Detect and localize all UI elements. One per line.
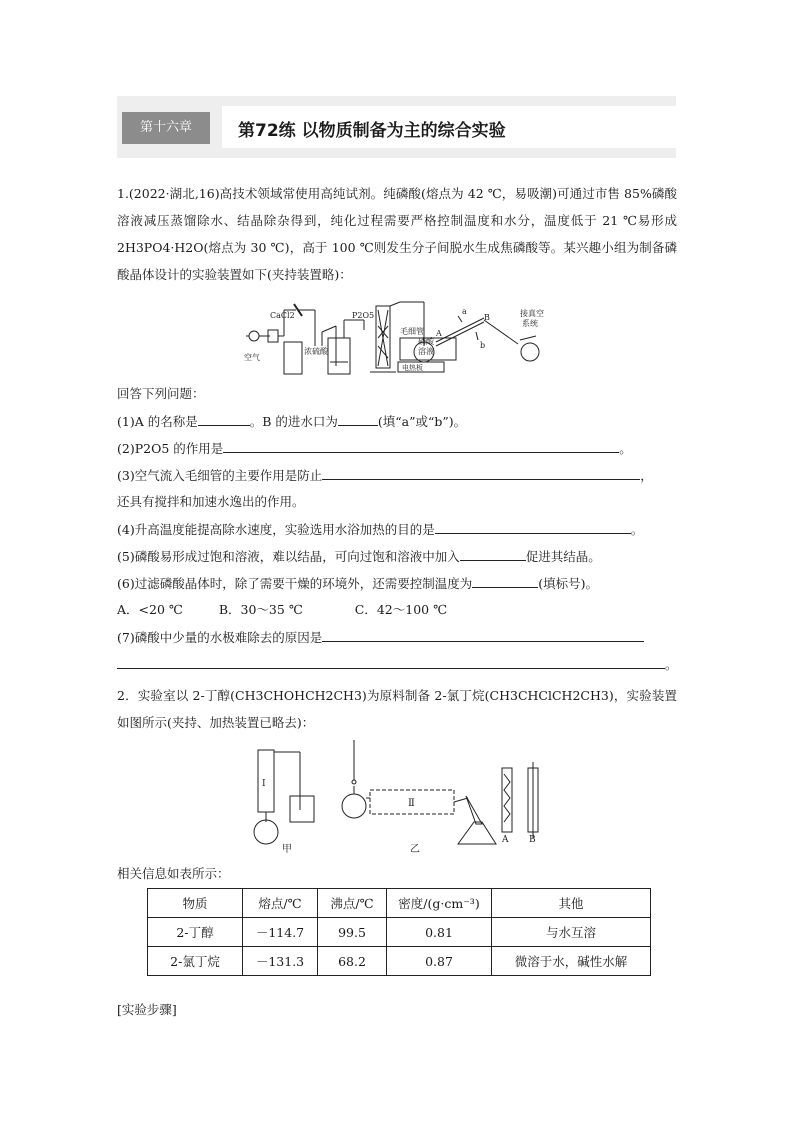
q1-intro: 1.(2022·湖北,16)高技术领域常使用高纯试剂。纯磷酸(熔点为 42 ℃，易吸潮)可通过市售 85%磷酸溶液减压蒸馏除水、结晶除杂得到，纯化过程需要严格控制温度和水分，温度低于 21 ℃易形成 2H3PO4·H2O(熔点为 30 ℃)，高于 100 ℃则发生分子间脱水生成焦磷酸等。某兴趣小组为制备磷酸晶体设计的实验装置如下(夹持装置略)： xyxy=(117,186,677,282)
answer-blank-7a[interactable] xyxy=(322,627,644,642)
table-cell: 0.81 xyxy=(387,918,492,947)
answer-blank-1a[interactable] xyxy=(198,411,250,426)
label-a: A xyxy=(436,329,442,338)
q1-sub5: (5)磷酸易形成过饱和溶液，难以结晶，可向过饱和溶液中加入 促进其结晶。 xyxy=(117,546,601,565)
q2-apparatus-figure xyxy=(244,738,554,854)
answer-blank-6[interactable] xyxy=(472,573,538,588)
table-cell: 2-氯丁烷 xyxy=(148,947,243,976)
q1-apparatus-figure xyxy=(240,296,560,376)
label-port-a: a xyxy=(462,307,467,316)
table-cell: 2-丁醇 xyxy=(148,918,243,947)
header-cell: 其他 xyxy=(492,889,651,918)
label-II: Ⅱ xyxy=(408,798,415,809)
q1-sub6: (6)过滤磷酸晶体时，除了需要干燥的环境外，还需要控制温度为 (填标号)。 xyxy=(117,573,598,592)
table-cell: －131.3 xyxy=(243,947,318,976)
header-cell: 熔点/℃ xyxy=(243,889,318,918)
q2-intro: 2．实验室以 2-丁醇(CH3CHOHCH2CH3)为原料制备 2-氯丁烷(CH3CHClCH2CH3)，实验装置如图所示(夹持、加热装置已略去)： xyxy=(117,688,677,730)
header-cell: 物质 xyxy=(148,889,243,918)
label-jia: 甲 xyxy=(282,844,292,854)
flask-jia xyxy=(254,820,278,844)
q1-sub3-cont: 还具有搅拌和加速水逸出的作用。 xyxy=(117,494,305,509)
answer-blank-2[interactable] xyxy=(223,438,619,453)
wash-bottle-2 xyxy=(328,338,350,374)
answer-blank-7b[interactable] xyxy=(117,654,665,669)
table-cell: 99.5 xyxy=(318,918,387,947)
flask-erlenmeyer xyxy=(458,822,496,844)
wash-bottle-1 xyxy=(284,342,302,374)
q1-sub1: (1)A 的名称是 。B 的进水口为 (填“a”或“b”)。 xyxy=(117,411,466,430)
label-vacuum: 接真空 xyxy=(520,309,544,318)
table-cell: 0.87 xyxy=(387,947,492,976)
label-B2: B xyxy=(529,835,536,845)
q1-sub2: (2)P2O5 的作用是 。 xyxy=(117,438,632,457)
table-cell: 68.2 xyxy=(318,947,387,976)
label-yi: 乙 xyxy=(410,844,420,854)
table-row xyxy=(148,947,651,976)
label-A: A xyxy=(502,835,509,845)
label-capillary: 毛细管 xyxy=(400,327,424,336)
page-title: 第72练 以物质制备为主的综合实验 xyxy=(238,121,506,141)
label-B: B xyxy=(484,313,490,322)
label-cacl2: CaCl2 xyxy=(270,311,295,320)
condenser-I xyxy=(258,750,274,812)
label-p2o5: P2O5 xyxy=(352,311,375,320)
header-cell: 沸点/℃ xyxy=(318,889,387,918)
steps-heading: [实验步骤] xyxy=(117,1002,177,1017)
answer-blank-5[interactable] xyxy=(460,546,526,561)
q1-options xyxy=(117,600,447,618)
answer-blank-3[interactable] xyxy=(322,465,640,480)
option-a: A．<20 ℃ xyxy=(117,602,183,617)
table-cell: 微溶于水，碱性水解 xyxy=(492,947,651,976)
label-phos: 磷酸 xyxy=(418,337,434,346)
table-row xyxy=(148,918,651,947)
q1-sub7-cont: 。 xyxy=(117,654,678,673)
q1-sub7: (7)磷酸中少量的水极难除去的原因是 xyxy=(117,627,644,646)
table-cell: 与水互溶 xyxy=(492,918,651,947)
flask-yi xyxy=(342,794,366,818)
label-acid: 浓硫酸 xyxy=(304,347,328,356)
answer-blank-4[interactable] xyxy=(435,519,631,534)
table-caption: 相关信息如表所示： xyxy=(117,866,230,881)
title-box xyxy=(222,106,676,148)
label-system: 系统 xyxy=(522,319,538,328)
label-air: 空气 xyxy=(244,353,260,362)
q1-sub3: (3)空气流入毛细管的主要作用是防止 ， xyxy=(117,465,653,484)
table-header-row xyxy=(148,889,651,918)
answer-blank-1b[interactable] xyxy=(338,411,378,426)
receiver-flask xyxy=(521,343,539,361)
header-cell: 密度/(g·cm⁻³) xyxy=(387,889,492,918)
option-b: B．30～35 ℃ xyxy=(218,602,303,617)
label-solution: 溶液 xyxy=(418,347,434,356)
q1-sub4: (4)升高温度能提高除水速度，实验选用水浴加热的目的是 。 xyxy=(117,519,643,538)
label-heater: 电热板 xyxy=(402,364,423,372)
label-port-b: b xyxy=(480,341,486,350)
beaker-jia xyxy=(290,796,314,822)
chapter-tab: 第十六章 xyxy=(122,112,210,144)
label-I: Ⅰ xyxy=(262,779,266,789)
option-c: C．42～100 ℃ xyxy=(354,602,448,617)
info-table xyxy=(147,888,651,976)
table-cell: －114.7 xyxy=(243,918,318,947)
q1-prompt: 回答下列问题： xyxy=(117,386,205,401)
drying-ball xyxy=(249,331,259,341)
